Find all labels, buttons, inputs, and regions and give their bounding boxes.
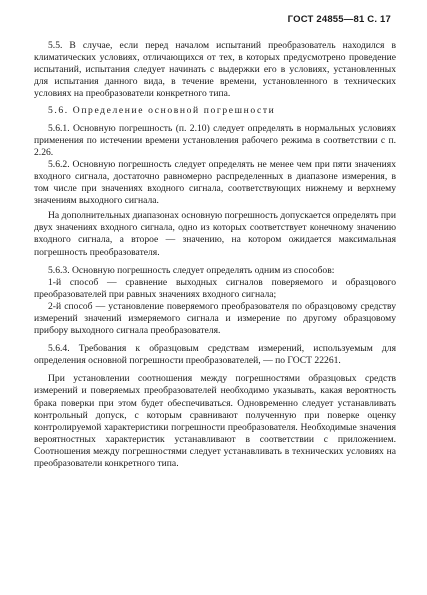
page-header: ГОСТ 24855—81 С. 17: [287, 14, 391, 25]
paragraph-additional-ranges: На дополнительных диапазонах основную погрешность допускается определять при двух значениях входного сигнала, одно из которых соответствует конечному значению входного сигнала, а второе — значению, на котором ожидается максимальная погрешность преобразователя.: [34, 210, 396, 258]
paragraph-5-6-4: 5.6.4. Требования к образцовым средствам измерений, используемым для определения основной погрешности преобразователей, — по ГОСТ 22261.: [34, 343, 396, 367]
paragraph-method-2: 2-й способ — установление поверяемого преобразователя по образцовому средству измерений значений измеряемого сигнала и измерение по другому образцовому прибору выходного сигнала преобразователя.: [34, 300, 396, 337]
paragraph-method-1: 1-й способ — сравнение выходных сигналов поверяемого и образцового преобразователей при равных значениях входного сигнала;: [34, 276, 396, 300]
section-heading-5-6: 5.6. Определение основной погрешности: [48, 105, 276, 117]
paragraph-5-6-3: 5.6.3. Основную погрешность следует определять одним из способов:: [48, 264, 335, 276]
document-body: [34, 40, 396, 470]
paragraph-error-ratio: При установлении соотношения между погрешностями образцовых средств измерений и поверяемых преобразователей необходимо указывать, какая вероятность брака поверки при этом будет обеспечиваться. Одновременно следует устанавливать контрольный допуск, с которым сравнивают полученную при поверке оценку контролируемой характеристики погрешности преобразователя. Необходимые значения вероятностных характеристик устанавливают в соответствии с приложением. Соотношения между погрешностями следует устанавливать в технических условиях на преобразователи конкретного типа.: [34, 373, 396, 469]
paragraph-5-6-1: 5.6.1. Основную погрешность (п. 2.10) следует определять в нормальных условиях применения по истечении времени установления рабочего режима в соответствии с п. 2.26.: [34, 122, 396, 158]
paragraph-5-5: 5.5. В случае, если перед началом испытаний преобразователь находился в климатических условиях, отличающихся от тех, в которых предусмотрено проведение испытаний, испытания следует начинать с выдержки его в условиях, установленных для испытания данного вида, в течение времени, установленного в технических условиях на преобразователи конкретного типа.: [34, 40, 396, 100]
paragraph-5-6-2: 5.6.2. Основную погрешность следует определять не менее чем при пяти значениях входного сигнала, достаточно равномерно распределенных в диапазоне измерения, в том числе при значениях входного сигнала, соответствующих нижнему и верхнему значениям выходного сигнала.: [34, 158, 396, 207]
